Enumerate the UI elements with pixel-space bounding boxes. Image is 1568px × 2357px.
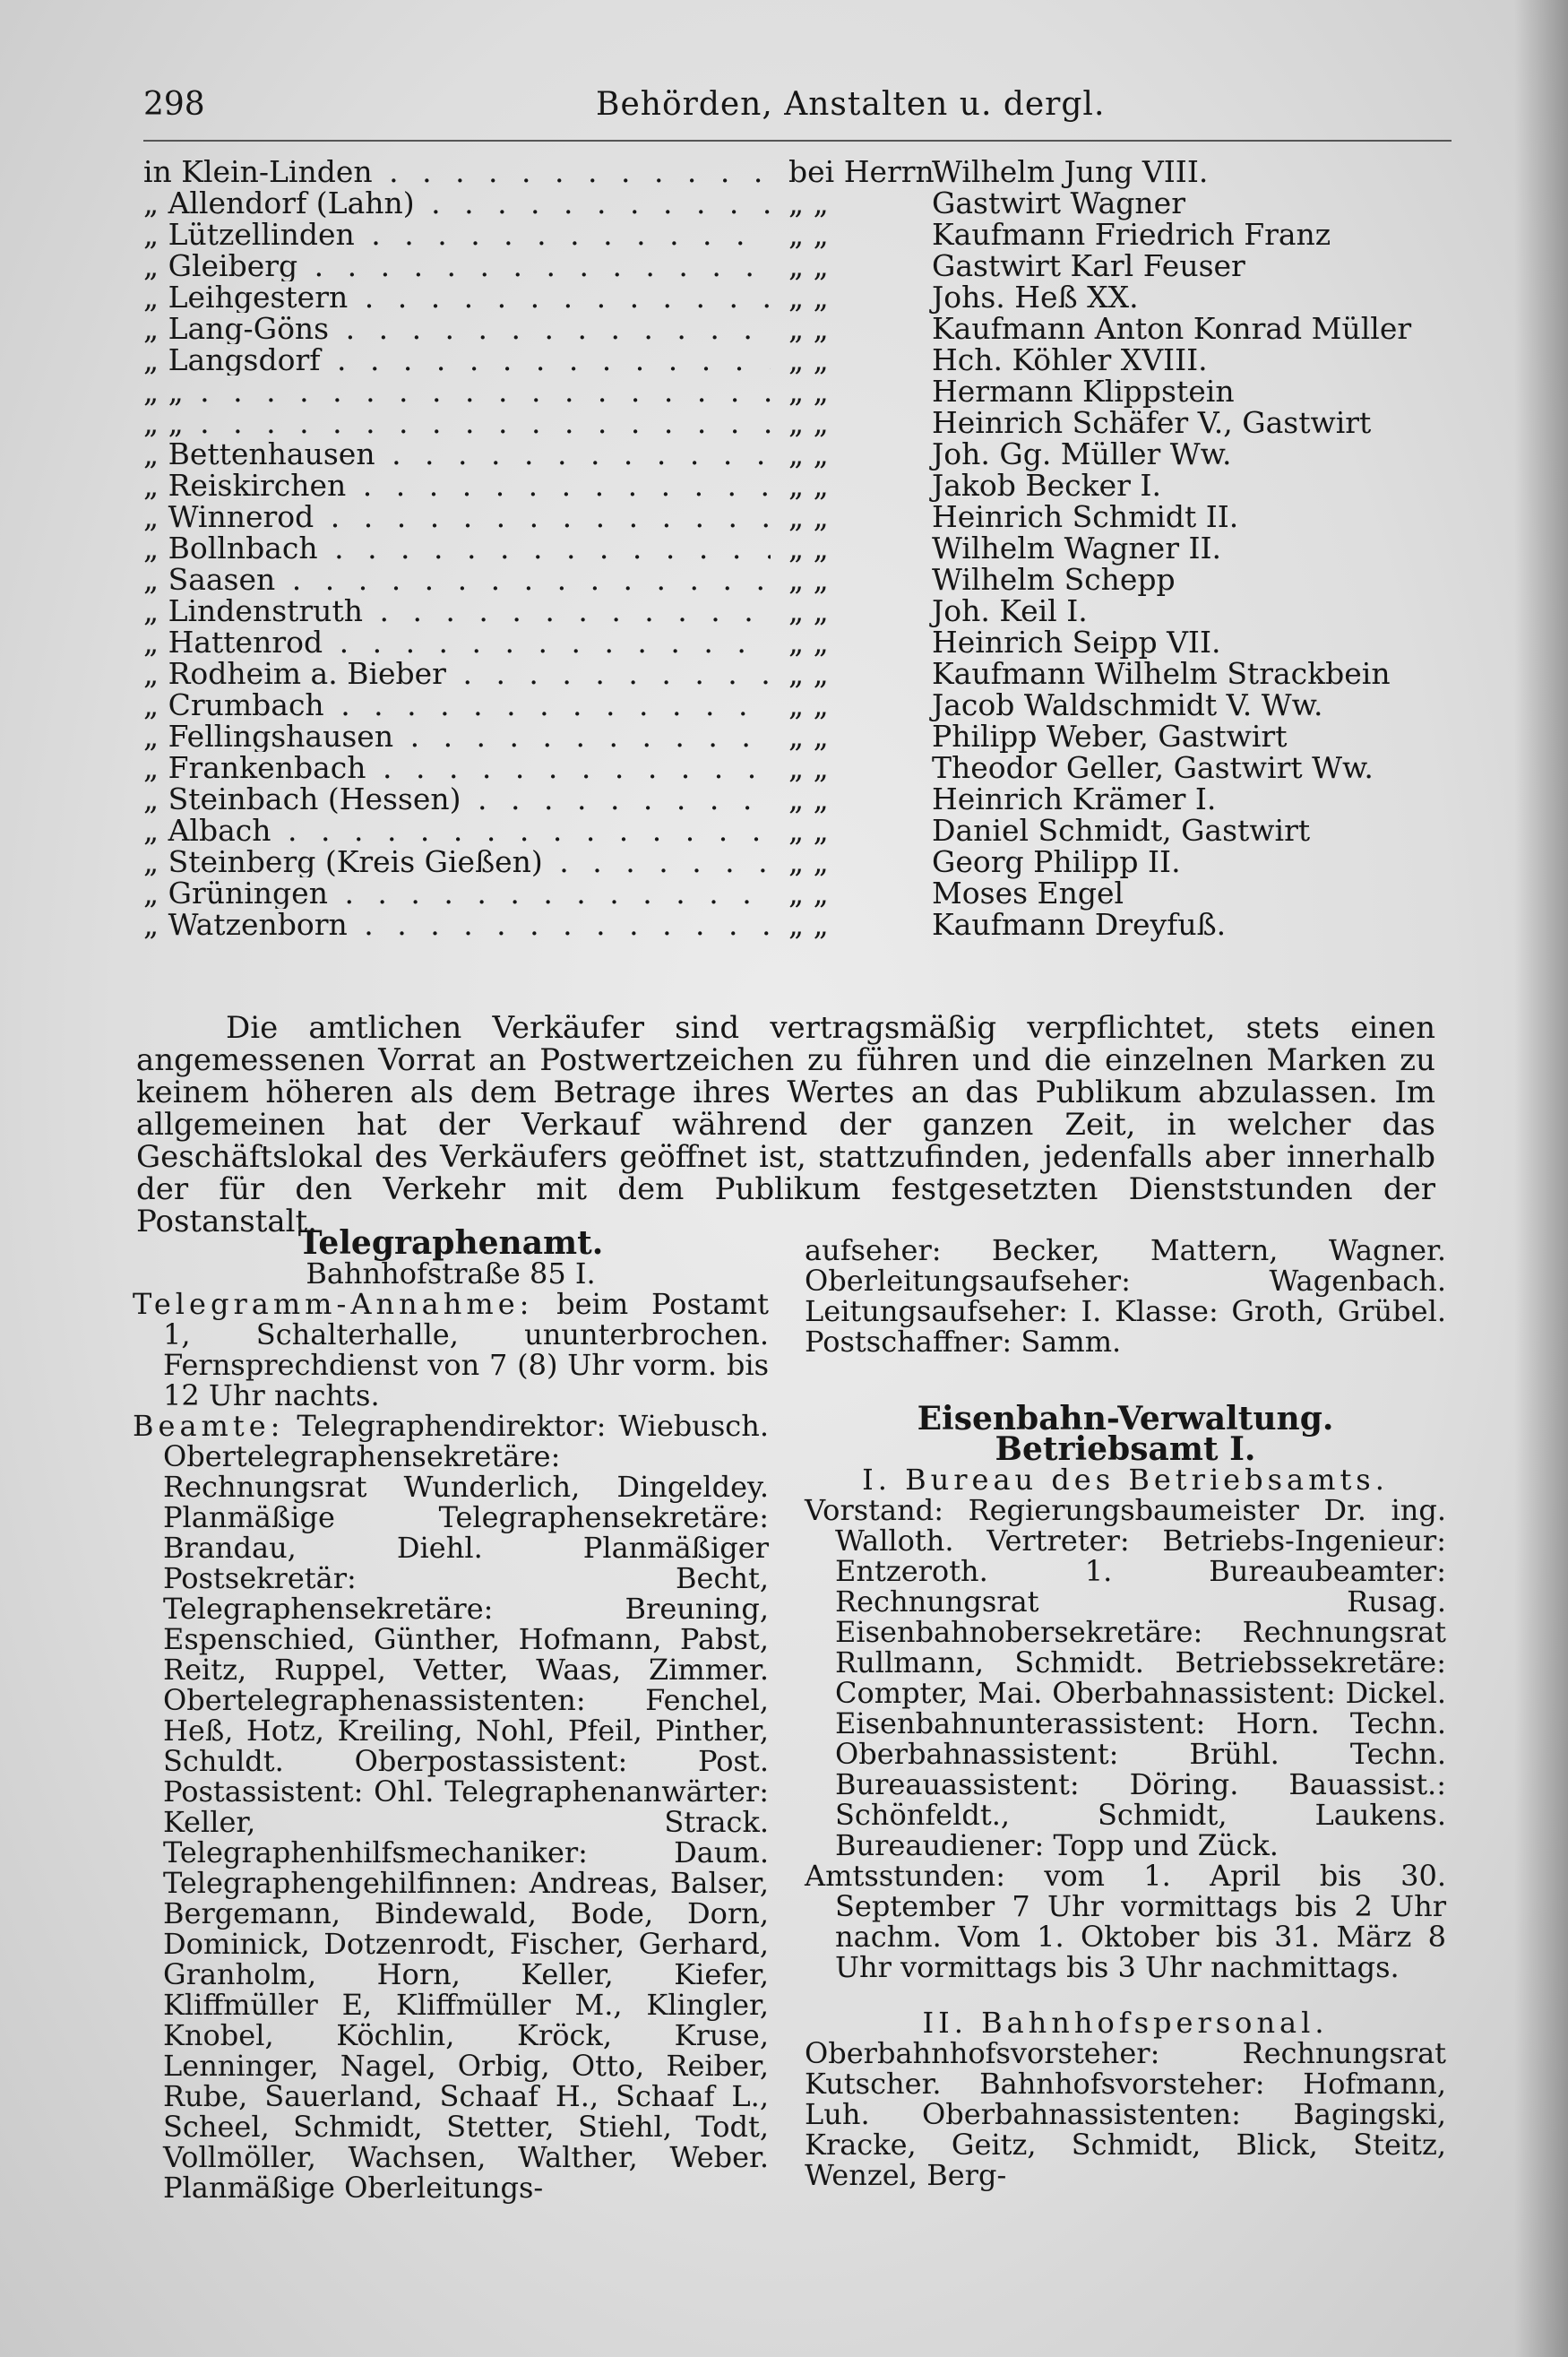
list-item [143,281,1452,313]
seller-name: Kaufmann Wilhelm Strackbein [932,656,1391,691]
bureau-head-label: Vorstand: [805,1493,943,1527]
ditto-marks: „ „ [788,311,829,346]
place-name: „ Lang-Göns . . . [143,313,771,344]
ditto-marks: „ „ [788,719,829,754]
ditto-marks: „ „ [788,280,829,315]
seller-name: Hch. Köhler XVIII. [932,342,1208,377]
telegraph-heading: Telegraphenamt. [297,1224,604,1262]
stamp-sellers-list [143,156,1452,940]
list-item [143,470,1452,501]
ditto-marks: „ „ [788,625,829,660]
telegram-acceptance-label: Telegramm-Annahme: [133,1287,534,1321]
list-item [143,344,1452,376]
ditto-marks: „ „ [788,374,829,409]
place-name: „ Rodheim a. Bieber . . . [143,658,771,689]
list-item [143,658,1452,689]
place-name: „ Bettenhausen . . . [143,438,771,470]
ditto-marks: „ „ [788,687,829,722]
seller-name: Philipp Weber, Gastwirt [932,719,1288,754]
place-name: „ Grüningen . . . [143,877,771,909]
telegraph-staff-text: Telegraphendirektor: Wiebusch. Obertelegraphensekretäre: Rechnungsrat Wunderlich, Dingeldey. Planmäßige Telegraphensekretäre: Brandau, Diehl. Planmäßiger Postsekretär: Becht, Telegraphensekretäre: Breuning, Espenschied, Günther, Hofmann, Pabst, Reitz, Ruppel, Vetter, Waas, Zimmer. Obertelegraphenassistenten: Fenchel, Heß, Hotz, Kreiling, Nohl, Pfeil, Pinther, Schuldt. Oberpostassistent: Post. Postassistent: Ohl. Telegraphenanwärter: Keller, Strack. Telegraphenhilfsmechaniker: Daum. Telegraphengehilfinnen: Andreas, Balser, Bergemann, Bindewald, Bode, Dorn, Dominick, Dotzenrodt, Fischer, Gerhard, Granholm, Horn, Keller, Kiefer, Kliffmüller E, Kliffmüller M., Klingler, Knobel, Köchlin, Kröck, Kruse, Lenninger, Nagel, Orbig, Otto, Reiber, Rube, Sauerland, Schaaf H., Schaaf L., Scheel, Schmidt, Stetter, Stiehl, Todt, Vollmöller, Wachsen, Walther, Weber. Planmäßige Oberleitungs- [163,1409,769,2205]
place-name: „ Watzenborn . . . [143,909,771,940]
place-name: „ Steinbach (Hessen) . . . [143,783,771,815]
list-item [143,595,1452,626]
ditto-marks: „ „ [788,217,829,252]
list-item [143,501,1452,532]
bureau-head-text: Regierungsbaumeister Dr. ing. Walloth. Vertreter: Betriebs-Ingenieur: Entzeroth. 1. Bureaubeamter: Rechnungsrat Rusag. Eisenbahnobersekretäre: Rechnungsrat Rullmann, Schmidt. Betriebssekretäre: Compter, Mai. Oberbahnassistent: Dickel. Eisenbahnunterassistent: Horn. Techn. Oberbahnassistent: Brühl. Techn. Bureauassistent: Döring. Bauassist.: Schönfeldt., Schmidt, Laukens. Bureaudiener: Topp und Zück. [835,1493,1447,1862]
ditto-marks: „ „ [788,468,829,503]
ditto-marks: „ „ [788,876,829,911]
seller-name: Joh. Keil I. [932,593,1088,628]
list-item [143,815,1452,846]
section-gap [805,1982,1446,2007]
office-hours-entry [805,1861,1446,1982]
list-item [143,532,1452,564]
page-number: 298 [143,86,205,123]
place-name: „ Gleiberg . . . [143,250,771,281]
seller-name: Gastwirt Wagner [932,186,1185,220]
list-item [143,877,1452,909]
place-name: „ Leihgestern . . . [143,281,771,313]
place-name: „ Steinberg (Kreis Gießen) . . . [143,846,771,877]
seller-name: Heinrich Schäfer V., Gastwirt [932,405,1372,440]
list-item [143,689,1452,721]
place-name: „ Winnerod . . . [143,501,771,532]
railway-heading: Eisenbahn-Verwaltung. [917,1400,1334,1438]
seller-name: Moses Engel [932,876,1124,911]
ditto-marks: „ „ [788,813,829,848]
place-name: in Klein-Linden . . . [143,156,771,187]
page-header [143,86,1452,142]
office-hours-label: Amtsstunden: [805,1859,1006,1893]
station-staff-title: II. Bahnhofspersonal. [922,2006,1329,2040]
section-gap [805,1357,1446,1403]
ditto-marks: „ „ [788,248,829,283]
place-name: „ Fellingshausen . . . [143,721,771,752]
ditto-marks: „ „ [788,562,829,597]
seller-name: Heinrich Schmidt II. [932,499,1239,534]
seller-name: Jakob Becker I. [932,468,1161,503]
telegram-acceptance-entry [133,1289,769,1411]
seller-name: Kaufmann Anton Konrad Müller [932,311,1412,346]
station-staff-text: Oberbahnhofsvorsteher: Rechnungsrat Kutscher. Bahnhofsvorsteher: Hofmann, Luh. Oberbahnassistenten: Bagingski, Kracke, Geitz, Schmidt, Blick, Steitz, Wenzel, Berg- [805,2036,1446,2192]
seller-name: Wilhelm Schepp [932,562,1176,597]
list-item [143,376,1452,407]
seller-name: Wilhelm Wagner II. [932,531,1222,566]
list-item [143,407,1452,438]
bureau-title: I. Bureau des Betriebsamts. [862,1463,1389,1497]
telegraph-address: Bahnhofstraße 85 I. [306,1256,596,1291]
place-name: „ „ . . . [143,407,771,438]
list-item [143,909,1452,940]
list-item [143,219,1452,250]
seller-name: Johs. Heß XX. [932,280,1139,315]
place-name: „ Crumbach . . . [143,689,771,721]
ditto-marks: „ „ [788,405,829,440]
office-hours-text: vom 1. April bis 30. September 7 Uhr vormittags bis 2 Uhr nachm. Vom 1. Oktober bis 31. März 8 Uhr vormittags bis 3 Uhr nachmittags. [835,1859,1447,1984]
page-edge-shadow [1514,0,1568,2357]
place-name: „ Bollnbach . . . [143,532,771,564]
telegraph-staff-continued: aufseher: Becker, Mattern, Wagner. Oberleitungsaufseher: Wagenbach. Leitungsaufseher: I. Klasse: Groth, Grübel. Postschaffner: Samm. [805,1233,1446,1359]
list-item [143,846,1452,877]
ditto-marks: „ „ [788,907,829,942]
ditto-marks: „ „ [788,342,829,377]
ditto-marks: „ „ [788,593,829,628]
ditto-marks: „ „ [788,531,829,566]
running-head: Behörden, Anstalten u. dergl. [596,86,1106,123]
ditto-marks: „ „ [788,436,829,471]
list-item [143,626,1452,658]
ditto-marks: „ „ [788,186,829,220]
list-item [143,721,1452,752]
place-name: „ Albach . . . [143,815,771,846]
list-item [143,752,1452,783]
telegraph-staff-entry [133,1411,769,2203]
seller-name: Gastwirt Karl Feuser [932,248,1245,283]
place-name: „ Saasen . . . [143,564,771,595]
seller-name: Kaufmann Friedrich Franz [932,217,1331,252]
ditto-marks: „ „ [788,781,829,816]
seller-name: Jacob Waldschmidt V. Ww. [932,687,1323,722]
telegraph-office-column [133,1224,769,2205]
list-item [143,250,1452,281]
ditto-marks: „ „ [788,499,829,534]
list-item [143,438,1452,470]
seller-name: Georg Philipp II. [932,844,1181,879]
ditto-marks: „ „ [788,656,829,691]
seller-name: Daniel Schmidt, Gastwirt [932,813,1311,848]
list-item [143,313,1452,344]
railway-subheading: Betriebsamt I. [995,1430,1256,1468]
seller-name: Heinrich Seipp VII. [932,625,1221,660]
list-item [143,156,1452,187]
place-name: „ Reiskirchen . . . [143,470,771,501]
place-name: „ Lützellinden . . . [143,219,771,250]
ditto-marks: „ „ [788,844,829,879]
seller-name: Heinrich Krämer I. [932,781,1217,816]
sellers-obligation-paragraph: Die amtlichen Verkäufer sind vertragsmäßig verpflichtet, stets einen angemessenen Vorrat an Postwertzeichen zu führen und die einzelnen Marken zu keinem höheren als dem Betrage ihres Wertes an das Publikum abzulassen. Im allgemeinen hat der Verkauf während der ganzen Zeit, in welcher das Geschäftslokal des Verkäufers geöffnet ist, stattzufinden, jedenfalls aber innerhalb der für den Verkehr mit dem Publikum festgesetzten Dienststunden der Postanstalt. [136,1010,1435,1239]
place-name: „ Allendorf (Lahn) . . . [143,187,771,219]
seller-name: Theodor Geller, Gastwirt Ww. [932,750,1374,785]
seller-name: Joh. Gg. Müller Ww. [932,436,1232,471]
telegraph-staff-label: Beamte: [133,1409,285,1443]
place-name: „ Hattenrod . . . [143,626,771,658]
place-name: „ „ . . . [143,376,771,407]
bureau-head-entry [805,1495,1446,1861]
list-item [143,564,1452,595]
list-item [143,783,1452,815]
place-name: „ Frankenbach . . . [143,752,771,783]
seller-name: Kaufmann Dreyfuß. [932,907,1227,942]
ditto-marks: „ „ [788,750,829,785]
list-item [143,187,1452,219]
seller-name: Wilhelm Jung VIII. [932,154,1209,189]
place-name: „ Langsdorf . . . [143,344,771,376]
place-name: „ Lindenstruth . . . [143,595,771,626]
ditto-marks: bei Herrn [788,154,935,189]
telegram-acceptance-text: beim Postamt 1, Schalterhalle, ununterbrochen. Fernsprechdienst von 7 (8) Uhr vorm. bis 12 Uhr nachts. [163,1287,769,1412]
railway-column [805,1235,1446,2190]
seller-name: Hermann Klippstein [932,374,1235,409]
